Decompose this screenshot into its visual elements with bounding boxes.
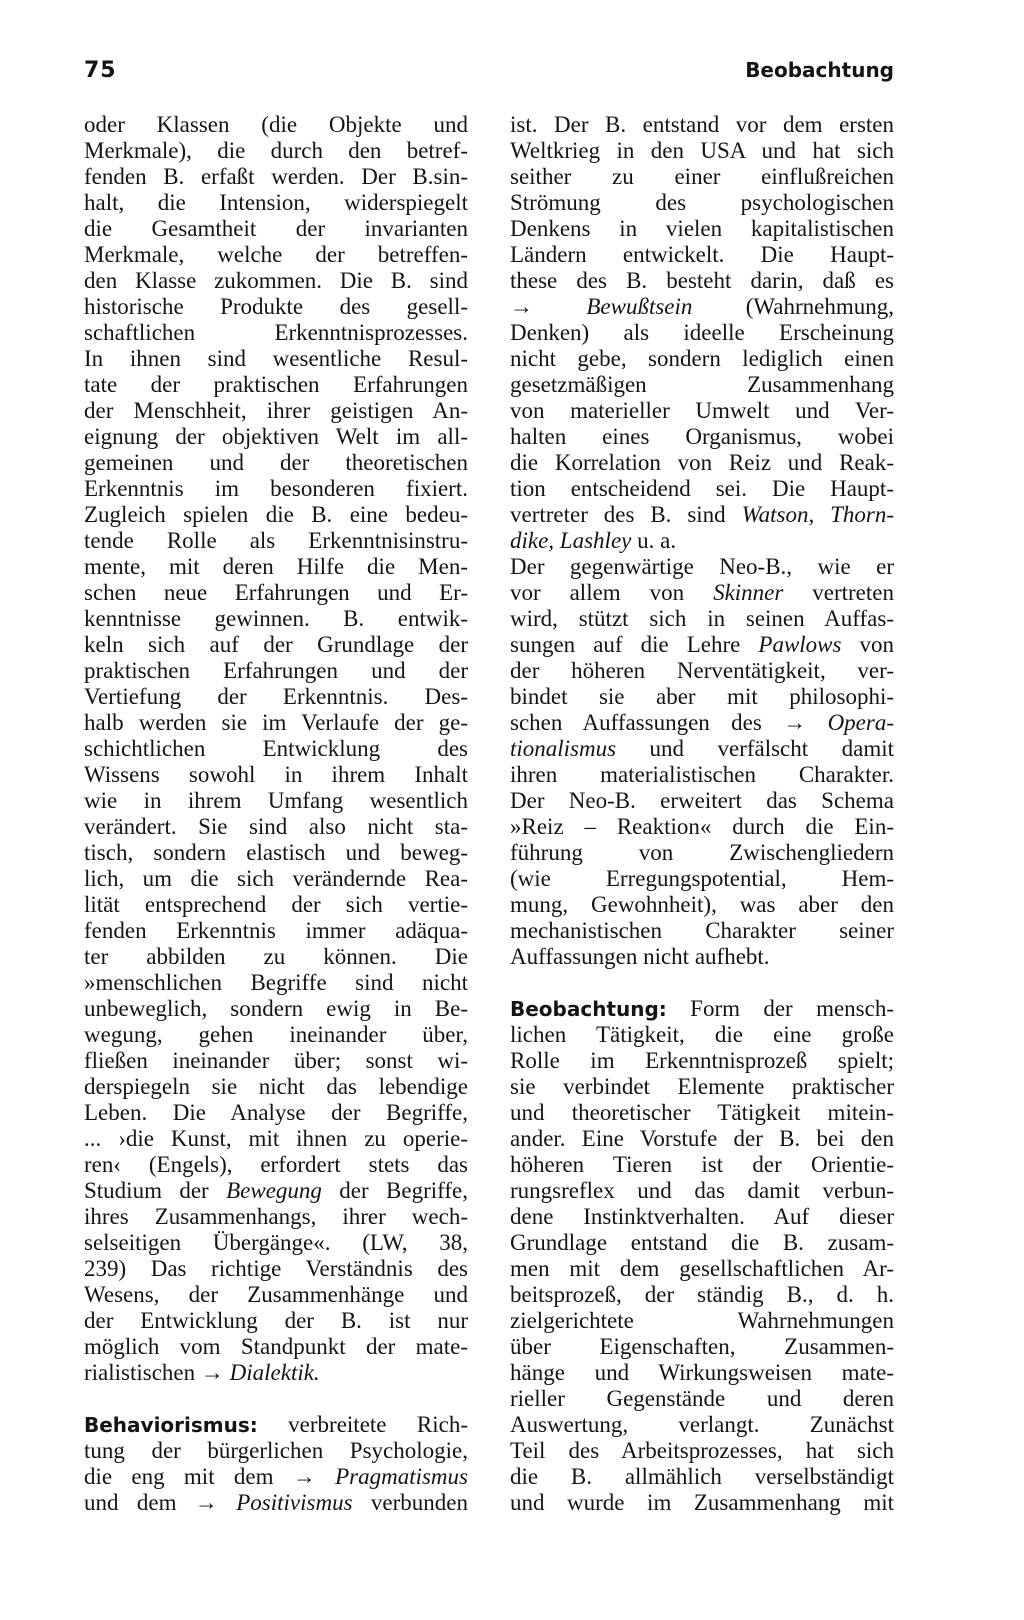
text-line: men mit dem gesellschaftlichen Ar- <box>510 1256 894 1281</box>
text-segment: Form der mensch- <box>666 996 894 1021</box>
italic-reference: Watson, Thorn- <box>741 502 894 527</box>
page-header <box>84 58 894 92</box>
text-line: ihren materialistischen Charakter. <box>510 762 894 787</box>
text-line: der Menschheit, ihrer geistigen An- <box>84 398 468 423</box>
text-line: wegung, gehen ineinander über, <box>84 1022 468 1047</box>
text-line: Wissens sowohl in ihrem Inhalt <box>84 762 468 787</box>
text-line: führung von Zwischengliedern <box>510 840 894 865</box>
text-line: halt, die Intension, widerspiegelt <box>84 190 468 215</box>
text-line <box>84 1178 468 1204</box>
text-segment: verbunden <box>352 1490 468 1515</box>
text-line <box>510 294 894 320</box>
text-segment: u. a. <box>631 528 677 553</box>
italic-reference: Positivismus <box>236 1490 353 1515</box>
text-line: zielgerichtete Wahrnehmungen <box>510 1308 894 1333</box>
text-line <box>84 1490 468 1516</box>
text-line: oder Klassen (die Objekte und <box>84 112 468 137</box>
text-line: rungsreflex und das damit verbun- <box>510 1178 894 1203</box>
text-line: die Korrelation von Reiz und Reak- <box>510 450 894 475</box>
text-line: und theoretischer Tätigkeit mitein- <box>510 1100 894 1125</box>
text-line <box>510 580 894 606</box>
text-line <box>84 1464 468 1490</box>
text-line: Denken) als ideelle Erscheinung <box>510 320 894 345</box>
text-segment: Studium der <box>84 1178 227 1203</box>
italic-reference: Bewegung <box>226 1178 322 1203</box>
text-line: Zugleich spielen die B. eine bedeu- <box>84 502 468 527</box>
text-segment: schen Auffassungen des → <box>510 710 828 735</box>
text-line <box>510 632 894 658</box>
text-line: halb werden sie im Verlaufe der ge- <box>84 710 468 735</box>
text-line: derspiegeln sie nicht das lebendige <box>84 1074 468 1099</box>
italic-reference: dike, Lashley <box>510 528 632 553</box>
text-line: gesetzmäßigen Zusammenhang <box>510 372 894 397</box>
italic-reference: Pragmatismus <box>335 1464 468 1489</box>
text-line: these des B. besteht darin, daß es <box>510 268 894 293</box>
text-line: historische Produkte des gesell- <box>84 294 468 319</box>
text-line: Merkmale), die durch den betref- <box>84 138 468 163</box>
text-line: hänge und Wirkungsweisen mate- <box>510 1360 894 1385</box>
text-line: (wie Erregungspotential, Hem- <box>510 866 894 891</box>
text-segment: vertreter des B. sind <box>510 502 742 527</box>
text-line: mung, Gewohnheit), was aber den <box>510 892 894 917</box>
text-line: und wurde im Zusammenhang mit <box>510 1490 894 1515</box>
text-line: ihres Zusammenhangs, ihrer wech- <box>84 1204 468 1229</box>
text-line: tende Rolle als Erkenntnisinstru- <box>84 528 468 553</box>
text-line: »menschlichen Begriffe sind nicht <box>84 970 468 995</box>
text-line: tion entscheidend sei. Die Haupt- <box>510 476 894 501</box>
text-line: Denkens in vielen kapitalistischen <box>510 216 894 241</box>
text-line: die B. allmählich verselbständigt <box>510 1464 894 1489</box>
italic-reference: Skinner <box>713 580 784 605</box>
text-column-left <box>84 112 468 1516</box>
text-segment: sungen auf die Lehre <box>510 632 759 657</box>
italic-reference: Pawlows <box>758 632 842 657</box>
italic-reference: Dialektik. <box>229 1360 320 1385</box>
text-line: möglich vom Standpunkt der mate- <box>84 1334 468 1359</box>
text-line: ... ›die Kunst, mit ihnen zu operie- <box>84 1126 468 1151</box>
text-column-right <box>510 112 894 1516</box>
text-segment: der Begriffe, <box>321 1178 468 1203</box>
text-line: ter abbilden zu können. Die <box>84 944 468 969</box>
text-line: fließen ineinander über; sonst wi- <box>84 1048 468 1073</box>
entry-term: Behaviorismus: <box>84 1413 258 1437</box>
text-line: mechanistischen Charakter seiner <box>510 918 894 943</box>
text-line: der Entwicklung der B. ist nur <box>84 1308 468 1333</box>
text-line: 239) Das richtige Verständnis des <box>84 1256 468 1281</box>
text-line: von materieller Umwelt und Ver- <box>510 398 894 423</box>
italic-reference: Opera- <box>827 710 894 735</box>
italic-reference: tionalismus <box>510 736 617 761</box>
text-segment: rialistischen → <box>84 1360 230 1385</box>
text-line: gemeinen und der theoretischen <box>84 450 468 475</box>
text-line: Auffassungen nicht aufhebt. <box>510 944 770 969</box>
text-line: Auswertung, verlangt. Zunächst <box>510 1412 894 1437</box>
entry-term: Beobachtung: <box>510 997 667 1021</box>
text-line <box>510 736 894 762</box>
text-line: Teil des Arbeitsprozesses, hat sich <box>510 1438 894 1463</box>
text-line: der höheren Nerventätigkeit, ver- <box>510 658 894 683</box>
text-line <box>510 502 894 528</box>
text-line: die Gesamtheit der invarianten <box>84 216 468 241</box>
text-line <box>84 1360 468 1386</box>
text-line: höheren Tieren ist der Orientie- <box>510 1152 894 1177</box>
text-line: Weltkrieg in den USA und hat sich <box>510 138 894 163</box>
text-line: Merkmale, welche der betreffen- <box>84 242 468 267</box>
text-line: lität entsprechend der sich vertie- <box>84 892 468 917</box>
text-line: den Klasse zukommen. Die B. sind <box>84 268 468 293</box>
running-head: Beobachtung <box>745 58 894 82</box>
page-number: 75 <box>84 58 117 83</box>
text-line: schen neue Erfahrungen und Er- <box>84 580 468 605</box>
text-line: bindet sie aber mit philosophi- <box>510 684 894 709</box>
text-line: lich, um die sich verändernde Rea- <box>84 866 468 891</box>
text-line: tisch, sondern elastisch und beweg- <box>84 840 468 865</box>
text-line: fenden Erkenntnis immer adäqua- <box>84 918 468 943</box>
text-segment: vertreten <box>783 580 894 605</box>
text-line: ren‹ (Engels), erfordert stets das <box>84 1152 468 1177</box>
text-line: Leben. Die Analyse der Begriffe, <box>84 1100 468 1125</box>
text-line: unbeweglich, sondern ewig in Be- <box>84 996 468 1021</box>
paragraph-gap <box>84 1386 468 1412</box>
text-segment: verbreitete Rich- <box>257 1412 468 1437</box>
text-line: mente, mit deren Hilfe die Men- <box>84 554 468 579</box>
text-line: sie verbindet Elemente praktischer <box>510 1074 894 1099</box>
text-line: kenntnisse gewinnen. B. entwik- <box>84 606 468 631</box>
text-line: Rolle im Erkenntnisprozeß spielt; <box>510 1048 894 1073</box>
text-line: seither zu einer einflußreichen <box>510 164 894 189</box>
text-line: praktischen Erfahrungen und der <box>84 658 468 683</box>
text-line <box>510 710 894 736</box>
text-segment: und verfälscht damit <box>616 736 894 761</box>
text-line: Wesens, der Zusammenhänge und <box>84 1282 468 1307</box>
text-line: selseitigen Übergänge«. (LW, 38, <box>84 1230 468 1255</box>
text-line: Strömung des psychologischen <box>510 190 894 215</box>
text-line: über Eigenschaften, Zusammen- <box>510 1334 894 1359</box>
text-line: nicht gebe, sondern lediglich einen <box>510 346 894 371</box>
text-line <box>510 528 894 554</box>
text-line: Grundlage entstand die B. zusam- <box>510 1230 894 1255</box>
text-line: Der Neo-B. erweitert das Schema <box>510 788 894 813</box>
text-line: lichen Tätigkeit, die eine große <box>510 1022 894 1047</box>
text-line: schaftlichen Erkenntnisprozesses. <box>84 320 468 345</box>
text-line: Vertiefung der Erkenntnis. Des- <box>84 684 468 709</box>
paragraph-gap <box>510 970 894 996</box>
text-segment: vor allem von <box>510 580 714 605</box>
text-line: wie in ihrem Umfang wesentlich <box>84 788 468 813</box>
text-line: beitsprozeß, der ständig B., d. h. <box>510 1282 894 1307</box>
text-line <box>84 1412 468 1438</box>
text-line: Ländern entwickelt. Die Haupt- <box>510 242 894 267</box>
text-segment: (Wahrnehmung, <box>692 294 894 319</box>
text-line: verändert. Sie sind also nicht sta- <box>84 814 468 839</box>
text-line: tung der bürgerlichen Psychologie, <box>84 1438 468 1463</box>
text-line: ist. Der B. entstand vor dem ersten <box>510 112 894 137</box>
text-line: Der gegenwärtige Neo-B., wie er <box>510 554 894 579</box>
text-line: tate der praktischen Erfahrungen <box>84 372 468 397</box>
text-line: schichtlichen Entwicklung des <box>84 736 468 761</box>
text-line: In ihnen sind wesentliche Resul- <box>84 346 468 371</box>
text-line: eignung der objektiven Welt im all- <box>84 424 468 449</box>
text-line <box>510 996 894 1022</box>
text-segment: von <box>841 632 894 657</box>
text-line: fenden B. erfaßt werden. Der B.sin- <box>84 164 468 189</box>
text-segment: und dem → <box>84 1490 237 1515</box>
text-line: »Reiz – Reaktion« durch die Ein- <box>510 814 894 839</box>
text-line: rieller Gegenstände und deren <box>510 1386 894 1411</box>
text-line: ander. Eine Vorstufe der B. bei den <box>510 1126 894 1151</box>
text-segment: → <box>510 294 587 319</box>
text-line: Erkenntnis im besonderen fixiert. <box>84 476 468 501</box>
italic-reference: Bewußtsein <box>586 294 693 319</box>
text-segment: die eng mit dem → <box>84 1464 336 1489</box>
text-line: wird, stützt sich in seinen Auffas- <box>510 606 894 631</box>
text-line: dene Instinktverhalten. Auf dieser <box>510 1204 894 1229</box>
text-line: halten eines Organismus, wobei <box>510 424 894 449</box>
text-line: keln sich auf der Grundlage der <box>84 632 468 657</box>
